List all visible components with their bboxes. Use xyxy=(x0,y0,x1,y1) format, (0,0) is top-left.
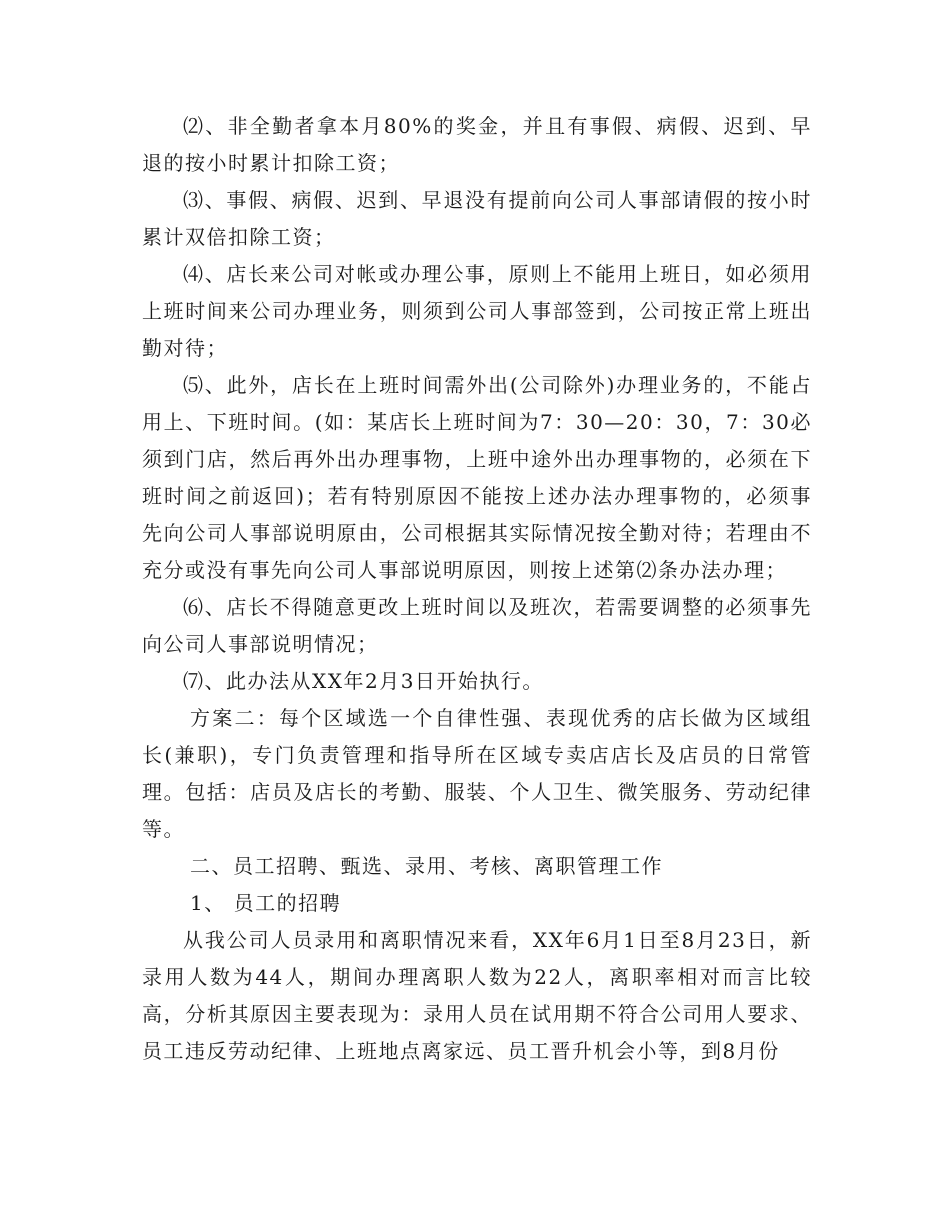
paragraph-item-7: ⑺、此办法从XX年2月3日开始执行。 xyxy=(183,669,544,693)
paragraph-item-5: ⑸、此外，店长在上班时间需外出(公司除外)办理业务的，不能占用上、下班时间。(如：某店长上班时间为7：30—20：30，7：30必须到门店，然后再外出办理事物，上班中途外出办理事物的，必须在下班时间之前返回)；若有特别原因不能按上述办法办理事物的，必须事先向公司人事部说明原由，公司根据其实际情况按全勤对待；若理由不充分或没有事先向公司人事部说明原因，则按上述第⑵条办法办理； xyxy=(142,373,812,582)
paragraph-item-2: ⑵、非全勤者拿本月80%的奖金，并且有事假、病假、迟到、早退的按小时累计扣除工资； xyxy=(142,114,812,175)
paragraph-item-3: ⑶、事假、病假、迟到、早退没有提前向公司人事部请假的按小时累计双倍扣除工资； xyxy=(142,188,812,249)
paragraph-item-4: ⑷、店长来公司对帐或办理公事，原则上不能用上班日，如必须用上班时间来公司办理业务，则须到公司人事部签到，公司按正常上班出勤对待； xyxy=(142,262,812,360)
paragraph-plan-two: 方案二：每个区域选一个自律性强、表现优秀的店长做为区域组长(兼职)，专门负责管理和指导所在区域专卖店店长及店员的日常管理。包括：店员及店长的考勤、服装、个人卫生、微笑服务、劳动纪律等。 xyxy=(142,706,812,841)
paragraph-item-6: ⑹、店长不得随意更改上班时间以及班次，若需要调整的必须事先向公司人事部说明情况； xyxy=(142,595,812,656)
document-body xyxy=(142,108,812,1070)
paragraph-recruitment: 从我公司人员录用和离职情况来看，XX年6月1日至8月23日，新录用人数为44人，期间办理离职人数为22人，离职率相对而言比较高，分析其原因主要表现为：录用人员在试用期不符合公司用人要求、员工违反劳动纪律、上班地点离家远、员工晋升机会小等，到8月份 xyxy=(142,928,812,1063)
subsection-heading: 1、 员工的招聘 xyxy=(190,891,342,915)
section-heading: 二、员工招聘、甄选、录用、考核、离职管理工作 xyxy=(190,854,663,878)
